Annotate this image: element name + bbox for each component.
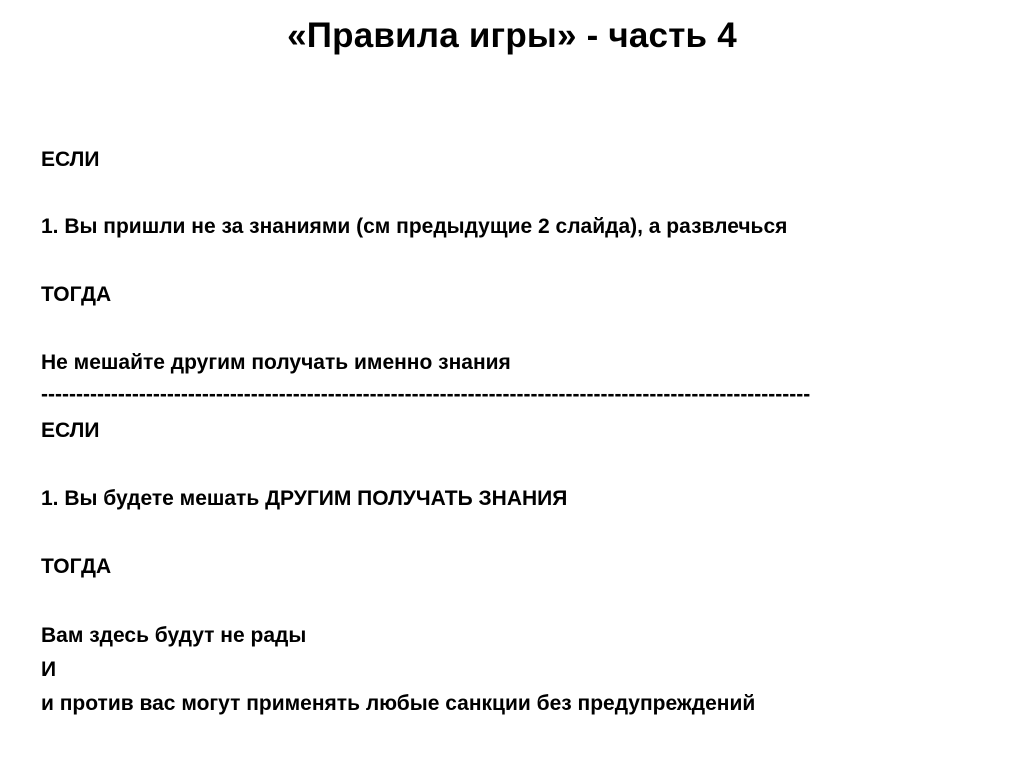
block1-consequence: Не мешайте другим получать именно знания	[41, 351, 511, 374]
block1-then-label: ТОГДА	[41, 283, 112, 306]
block2-and-label: И	[41, 658, 57, 681]
block1-condition: 1. Вы пришли не за знаниями (см предыдущие 2 слайда), а развлечься	[41, 215, 788, 238]
block2-if-label: ЕСЛИ	[41, 419, 100, 442]
block2-condition: 1. Вы будете мешать ДРУГИМ ПОЛУЧАТЬ ЗНАНИЯ	[41, 487, 568, 510]
slide-title: «Правила игры» - часть 4	[287, 16, 737, 55]
block2-consequence-1: Вам здесь будут не рады	[41, 624, 307, 647]
separator-line: --------------------------------------------------------------------------------------------------------------	[41, 383, 811, 406]
block1-if-label: ЕСЛИ	[41, 148, 100, 171]
block2-then-label: ТОГДА	[41, 555, 112, 578]
block2-consequence-2: и против вас могут применять любые санкции без предупреждений	[41, 692, 756, 715]
